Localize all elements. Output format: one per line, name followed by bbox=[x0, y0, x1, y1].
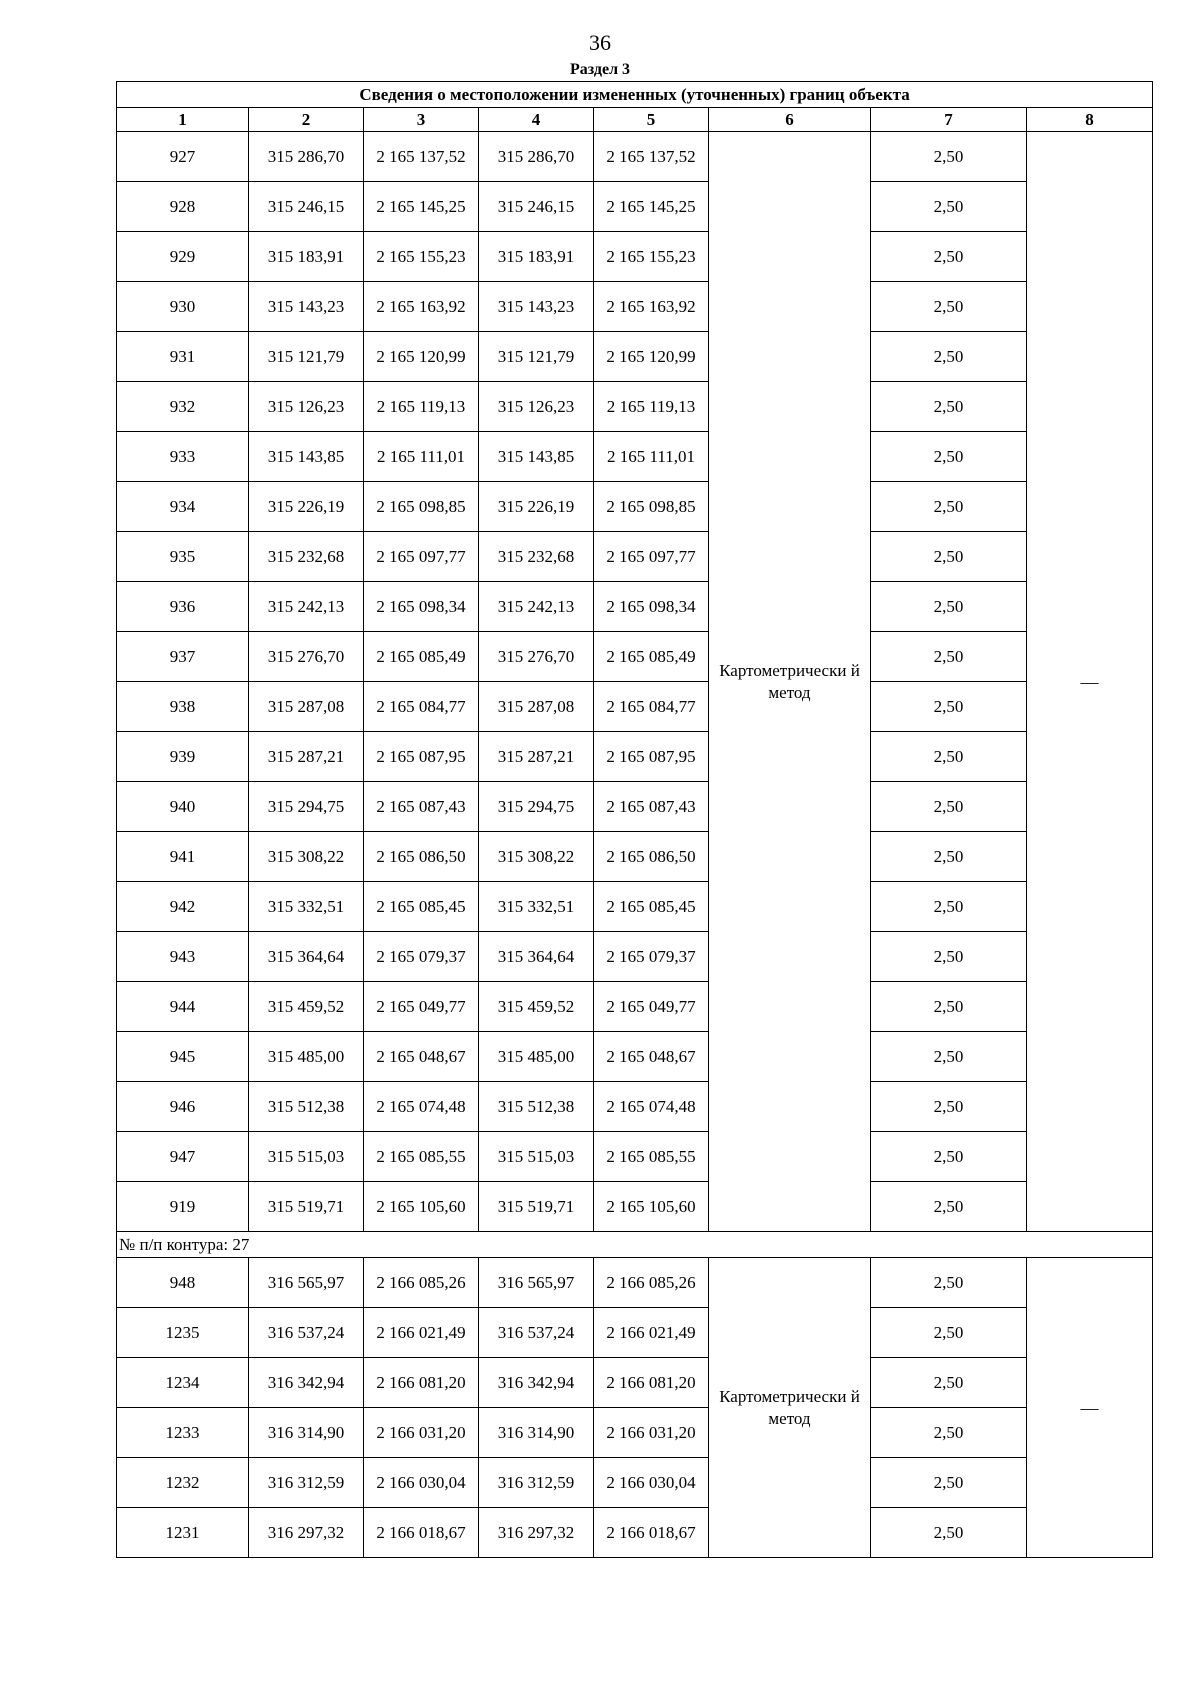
x-existing-cell: 315 143,85 bbox=[249, 432, 364, 482]
y-new-cell: 2 165 087,43 bbox=[594, 782, 709, 832]
y-existing-cell: 2 166 030,04 bbox=[364, 1458, 479, 1508]
point-number-cell: 931 bbox=[117, 332, 249, 382]
x-existing-cell: 315 286,70 bbox=[249, 132, 364, 182]
y-new-cell: 2 165 085,49 bbox=[594, 632, 709, 682]
x-existing-cell: 315 294,75 bbox=[249, 782, 364, 832]
accuracy-cell: 2,50 bbox=[871, 982, 1027, 1032]
method-cell: Картометрически й метод bbox=[709, 1258, 871, 1558]
table-row bbox=[117, 732, 1153, 782]
point-number-cell: 940 bbox=[117, 782, 249, 832]
table-row bbox=[117, 632, 1153, 682]
y-new-cell: 2 165 111,01 bbox=[594, 432, 709, 482]
x-existing-cell: 315 246,15 bbox=[249, 182, 364, 232]
accuracy-cell: 2,50 bbox=[871, 682, 1027, 732]
y-new-cell: 2 166 085,26 bbox=[594, 1258, 709, 1308]
y-existing-cell: 2 165 087,43 bbox=[364, 782, 479, 832]
x-new-cell: 315 294,75 bbox=[479, 782, 594, 832]
point-number-cell: 1235 bbox=[117, 1308, 249, 1358]
column-number-7: 7 bbox=[871, 108, 1027, 132]
method-cell: Картометрически й метод bbox=[709, 132, 871, 1232]
x-existing-cell: 315 287,08 bbox=[249, 682, 364, 732]
accuracy-cell: 2,50 bbox=[871, 1308, 1027, 1358]
point-number-cell: 919 bbox=[117, 1182, 249, 1232]
contour-label-row bbox=[117, 1232, 1153, 1258]
x-existing-cell: 315 276,70 bbox=[249, 632, 364, 682]
y-existing-cell: 2 165 098,34 bbox=[364, 582, 479, 632]
point-number-cell: 1234 bbox=[117, 1358, 249, 1408]
column-number-2: 2 bbox=[249, 108, 364, 132]
x-new-cell: 315 226,19 bbox=[479, 482, 594, 532]
point-number-cell: 946 bbox=[117, 1082, 249, 1132]
y-new-cell: 2 165 074,48 bbox=[594, 1082, 709, 1132]
table-row bbox=[117, 782, 1153, 832]
y-existing-cell: 2 166 081,20 bbox=[364, 1358, 479, 1408]
accuracy-cell: 2,50 bbox=[871, 1082, 1027, 1132]
x-new-cell: 316 314,90 bbox=[479, 1408, 594, 1458]
x-existing-cell: 315 121,79 bbox=[249, 332, 364, 382]
table-row bbox=[117, 882, 1153, 932]
y-existing-cell: 2 165 084,77 bbox=[364, 682, 479, 732]
y-new-cell: 2 165 145,25 bbox=[594, 182, 709, 232]
y-new-cell: 2 165 098,85 bbox=[594, 482, 709, 532]
accuracy-cell: 2,50 bbox=[871, 882, 1027, 932]
point-number-cell: 1231 bbox=[117, 1508, 249, 1558]
x-new-cell: 315 143,85 bbox=[479, 432, 594, 482]
point-number-cell: 943 bbox=[117, 932, 249, 982]
table-row bbox=[117, 1308, 1153, 1358]
table-row bbox=[117, 1182, 1153, 1232]
accuracy-cell: 2,50 bbox=[871, 1132, 1027, 1182]
accuracy-cell: 2,50 bbox=[871, 832, 1027, 882]
y-new-cell: 2 165 085,45 bbox=[594, 882, 709, 932]
x-new-cell: 315 246,15 bbox=[479, 182, 594, 232]
point-number-cell: 934 bbox=[117, 482, 249, 532]
table-row bbox=[117, 1082, 1153, 1132]
column-number-8: 8 bbox=[1027, 108, 1153, 132]
x-new-cell: 315 519,71 bbox=[479, 1182, 594, 1232]
y-new-cell: 2 165 086,50 bbox=[594, 832, 709, 882]
column-number-4: 4 bbox=[479, 108, 594, 132]
x-new-cell: 315 183,91 bbox=[479, 232, 594, 282]
y-existing-cell: 2 166 085,26 bbox=[364, 1258, 479, 1308]
x-new-cell: 315 121,79 bbox=[479, 332, 594, 382]
point-number-cell: 947 bbox=[117, 1132, 249, 1182]
x-existing-cell: 316 314,90 bbox=[249, 1408, 364, 1458]
table-row bbox=[117, 582, 1153, 632]
y-new-cell: 2 165 049,77 bbox=[594, 982, 709, 1032]
accuracy-cell: 2,50 bbox=[871, 482, 1027, 532]
y-new-cell: 2 166 081,20 bbox=[594, 1358, 709, 1408]
y-existing-cell: 2 165 085,45 bbox=[364, 882, 479, 932]
y-existing-cell: 2 165 097,77 bbox=[364, 532, 479, 582]
x-new-cell: 315 287,21 bbox=[479, 732, 594, 782]
point-number-cell: 939 bbox=[117, 732, 249, 782]
y-existing-cell: 2 166 021,49 bbox=[364, 1308, 479, 1358]
y-new-cell: 2 165 155,23 bbox=[594, 232, 709, 282]
y-existing-cell: 2 165 137,52 bbox=[364, 132, 479, 182]
point-number-cell: 942 bbox=[117, 882, 249, 932]
x-new-cell: 315 242,13 bbox=[479, 582, 594, 632]
x-existing-cell: 315 287,21 bbox=[249, 732, 364, 782]
y-new-cell: 2 165 137,52 bbox=[594, 132, 709, 182]
y-new-cell: 2 165 098,34 bbox=[594, 582, 709, 632]
table-row bbox=[117, 432, 1153, 482]
point-number-cell: 945 bbox=[117, 1032, 249, 1082]
accuracy-cell: 2,50 bbox=[871, 1182, 1027, 1232]
point-number-cell: 930 bbox=[117, 282, 249, 332]
y-existing-cell: 2 166 018,67 bbox=[364, 1508, 479, 1558]
x-existing-cell: 315 512,38 bbox=[249, 1082, 364, 1132]
table-row bbox=[117, 132, 1153, 182]
table-row bbox=[117, 1508, 1153, 1558]
y-existing-cell: 2 165 087,95 bbox=[364, 732, 479, 782]
description-cell: — bbox=[1027, 132, 1153, 1232]
table-row bbox=[117, 832, 1153, 882]
y-new-cell: 2 165 120,99 bbox=[594, 332, 709, 382]
y-existing-cell: 2 165 086,50 bbox=[364, 832, 479, 882]
accuracy-cell: 2,50 bbox=[871, 282, 1027, 332]
y-existing-cell: 2 165 111,01 bbox=[364, 432, 479, 482]
y-new-cell: 2 165 084,77 bbox=[594, 682, 709, 732]
point-number-cell: 932 bbox=[117, 382, 249, 432]
x-existing-cell: 315 485,00 bbox=[249, 1032, 364, 1082]
x-new-cell: 315 308,22 bbox=[479, 832, 594, 882]
accuracy-cell: 2,50 bbox=[871, 382, 1027, 432]
accuracy-cell: 2,50 bbox=[871, 732, 1027, 782]
x-existing-cell: 315 242,13 bbox=[249, 582, 364, 632]
x-new-cell: 315 515,03 bbox=[479, 1132, 594, 1182]
table-row bbox=[117, 282, 1153, 332]
table-row bbox=[117, 1032, 1153, 1082]
table-caption: Сведения о местоположении измененных (уточненных) границ объекта bbox=[117, 82, 1153, 108]
table-row bbox=[117, 182, 1153, 232]
x-existing-cell: 315 515,03 bbox=[249, 1132, 364, 1182]
x-existing-cell: 315 332,51 bbox=[249, 882, 364, 932]
accuracy-cell: 2,50 bbox=[871, 432, 1027, 482]
accuracy-cell: 2,50 bbox=[871, 582, 1027, 632]
point-number-cell: 933 bbox=[117, 432, 249, 482]
table-body bbox=[117, 132, 1153, 1558]
x-new-cell: 315 287,08 bbox=[479, 682, 594, 732]
y-existing-cell: 2 165 098,85 bbox=[364, 482, 479, 532]
accuracy-cell: 2,50 bbox=[871, 932, 1027, 982]
table-row bbox=[117, 1258, 1153, 1308]
table-row bbox=[117, 532, 1153, 582]
y-existing-cell: 2 165 085,49 bbox=[364, 632, 479, 682]
table-row bbox=[117, 932, 1153, 982]
x-new-cell: 316 565,97 bbox=[479, 1258, 594, 1308]
column-number-6: 6 bbox=[709, 108, 871, 132]
point-number-cell: 927 bbox=[117, 132, 249, 182]
y-new-cell: 2 166 018,67 bbox=[594, 1508, 709, 1558]
accuracy-cell: 2,50 bbox=[871, 1258, 1027, 1308]
y-new-cell: 2 165 087,95 bbox=[594, 732, 709, 782]
y-new-cell: 2 165 105,60 bbox=[594, 1182, 709, 1232]
point-number-cell: 944 bbox=[117, 982, 249, 1032]
x-existing-cell: 315 183,91 bbox=[249, 232, 364, 282]
y-existing-cell: 2 165 155,23 bbox=[364, 232, 479, 282]
x-new-cell: 315 459,52 bbox=[479, 982, 594, 1032]
x-new-cell: 315 232,68 bbox=[479, 532, 594, 582]
x-existing-cell: 315 459,52 bbox=[249, 982, 364, 1032]
accuracy-cell: 2,50 bbox=[871, 1408, 1027, 1458]
accuracy-cell: 2,50 bbox=[871, 1458, 1027, 1508]
section-title: Раздел 3 bbox=[569, 61, 631, 78]
accuracy-cell: 2,50 bbox=[871, 182, 1027, 232]
y-new-cell: 2 165 085,55 bbox=[594, 1132, 709, 1182]
y-existing-cell: 2 165 074,48 bbox=[364, 1082, 479, 1132]
point-number-cell: 948 bbox=[117, 1258, 249, 1308]
y-existing-cell: 2 166 031,20 bbox=[364, 1408, 479, 1458]
boundary-coordinates-table bbox=[116, 81, 1153, 1558]
y-new-cell: 2 165 048,67 bbox=[594, 1032, 709, 1082]
y-existing-cell: 2 165 079,37 bbox=[364, 932, 479, 982]
y-existing-cell: 2 165 120,99 bbox=[364, 332, 479, 382]
column-number-1: 1 bbox=[117, 108, 249, 132]
x-existing-cell: 316 342,94 bbox=[249, 1358, 364, 1408]
y-new-cell: 2 165 079,37 bbox=[594, 932, 709, 982]
table-row bbox=[117, 482, 1153, 532]
y-existing-cell: 2 165 105,60 bbox=[364, 1182, 479, 1232]
accuracy-cell: 2,50 bbox=[871, 1032, 1027, 1082]
column-number-3: 3 bbox=[364, 108, 479, 132]
accuracy-cell: 2,50 bbox=[871, 1358, 1027, 1408]
x-existing-cell: 315 226,19 bbox=[249, 482, 364, 532]
point-number-cell: 936 bbox=[117, 582, 249, 632]
page-number: 36 bbox=[589, 30, 611, 55]
point-number-cell: 928 bbox=[117, 182, 249, 232]
x-existing-cell: 315 126,23 bbox=[249, 382, 364, 432]
accuracy-cell: 2,50 bbox=[871, 132, 1027, 182]
y-existing-cell: 2 165 049,77 bbox=[364, 982, 479, 1032]
x-existing-cell: 315 143,23 bbox=[249, 282, 364, 332]
point-number-cell: 938 bbox=[117, 682, 249, 732]
y-existing-cell: 2 165 048,67 bbox=[364, 1032, 479, 1082]
point-number-cell: 1232 bbox=[117, 1458, 249, 1508]
x-new-cell: 316 537,24 bbox=[479, 1308, 594, 1358]
y-existing-cell: 2 165 085,55 bbox=[364, 1132, 479, 1182]
accuracy-cell: 2,50 bbox=[871, 1508, 1027, 1558]
y-existing-cell: 2 165 119,13 bbox=[364, 382, 479, 432]
accuracy-cell: 2,50 bbox=[871, 532, 1027, 582]
table-row bbox=[117, 982, 1153, 1032]
x-existing-cell: 316 537,24 bbox=[249, 1308, 364, 1358]
point-number-cell: 937 bbox=[117, 632, 249, 682]
x-new-cell: 315 512,38 bbox=[479, 1082, 594, 1132]
y-new-cell: 2 165 097,77 bbox=[594, 532, 709, 582]
x-existing-cell: 315 519,71 bbox=[249, 1182, 364, 1232]
x-new-cell: 316 342,94 bbox=[479, 1358, 594, 1408]
y-new-cell: 2 166 031,20 bbox=[594, 1408, 709, 1458]
x-new-cell: 316 297,32 bbox=[479, 1508, 594, 1558]
x-new-cell: 315 126,23 bbox=[479, 382, 594, 432]
table-row bbox=[117, 332, 1153, 382]
x-new-cell: 315 332,51 bbox=[479, 882, 594, 932]
x-existing-cell: 316 565,97 bbox=[249, 1258, 364, 1308]
point-number-cell: 941 bbox=[117, 832, 249, 882]
accuracy-cell: 2,50 bbox=[871, 782, 1027, 832]
accuracy-cell: 2,50 bbox=[871, 332, 1027, 382]
y-existing-cell: 2 165 163,92 bbox=[364, 282, 479, 332]
point-number-cell: 929 bbox=[117, 232, 249, 282]
x-existing-cell: 315 232,68 bbox=[249, 532, 364, 582]
x-new-cell: 315 364,64 bbox=[479, 932, 594, 982]
table-row bbox=[117, 382, 1153, 432]
x-existing-cell: 315 364,64 bbox=[249, 932, 364, 982]
accuracy-cell: 2,50 bbox=[871, 632, 1027, 682]
x-existing-cell: 316 312,59 bbox=[249, 1458, 364, 1508]
table-row bbox=[117, 1358, 1153, 1408]
x-new-cell: 316 312,59 bbox=[479, 1458, 594, 1508]
x-existing-cell: 316 297,32 bbox=[249, 1508, 364, 1558]
x-new-cell: 315 485,00 bbox=[479, 1032, 594, 1082]
y-new-cell: 2 166 021,49 bbox=[594, 1308, 709, 1358]
column-number-row bbox=[117, 108, 1153, 132]
x-new-cell: 315 286,70 bbox=[479, 132, 594, 182]
y-new-cell: 2 165 163,92 bbox=[594, 282, 709, 332]
table-row bbox=[117, 682, 1153, 732]
y-existing-cell: 2 165 145,25 bbox=[364, 182, 479, 232]
y-new-cell: 2 165 119,13 bbox=[594, 382, 709, 432]
table-row bbox=[117, 232, 1153, 282]
table-row bbox=[117, 1408, 1153, 1458]
table-row bbox=[117, 1132, 1153, 1182]
x-existing-cell: 315 308,22 bbox=[249, 832, 364, 882]
table-row bbox=[117, 1458, 1153, 1508]
x-new-cell: 315 143,23 bbox=[479, 282, 594, 332]
description-cell: — bbox=[1027, 1258, 1153, 1558]
column-number-5: 5 bbox=[594, 108, 709, 132]
contour-label: № п/п контура: 27 bbox=[117, 1232, 1153, 1258]
x-new-cell: 315 276,70 bbox=[479, 632, 594, 682]
accuracy-cell: 2,50 bbox=[871, 232, 1027, 282]
y-new-cell: 2 166 030,04 bbox=[594, 1458, 709, 1508]
point-number-cell: 935 bbox=[117, 532, 249, 582]
point-number-cell: 1233 bbox=[117, 1408, 249, 1458]
